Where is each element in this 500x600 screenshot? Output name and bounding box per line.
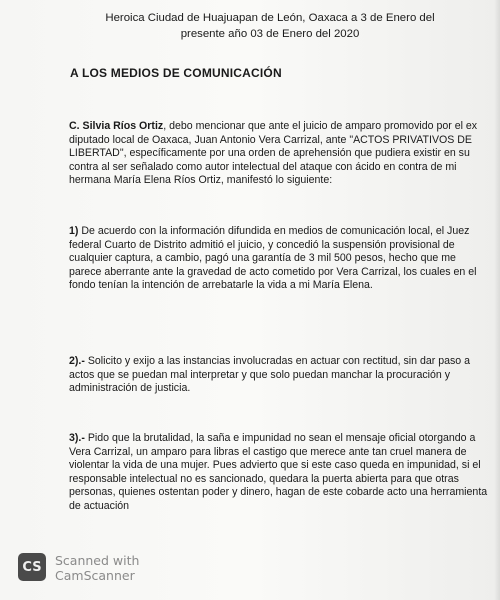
header-line-1: Heroica Ciudad de Huajuapan de León, Oaxaca a 3 de Enero del: [105, 12, 435, 24]
point-1-paragraph: [69, 225, 489, 293]
point-3-paragraph: [69, 432, 489, 514]
intro-text: , debo mencionar que ante el juicio de amparo promovido por el ex diputado local de Oaxaca, Juan Antonio Vera Carrizal, ante "ACTOS PRIVATIVOS DE LIBERTAD", específicamente por una orden de aprehensión que pudiera existir en su contra al ser señalado como autor intelectual del ataque con ácido en contra de mi hermana María Elena Ríos Ortiz, manifestó lo siguiente:: [69, 120, 478, 187]
point-2-number: 2).-: [69, 355, 85, 367]
watermark-line-2: CamScanner: [55, 568, 135, 583]
document-header: [60, 10, 480, 42]
point-3-text: Pido que la brutalidad, la saña e impunidad no sean el mensaje oficial otorgando a Vera Carrizal, un amparo para libras el castigo que merece ante tan cruel manera de violentar la vida de una mujer. Pues advierto que si este caso queda en impunidad, si el responsable intelectual no es sancionado, quedara la puerta abierta para que otras personas, quienes ostentan poder y dinero, hagan de este cobarde acto una herramienta de actuación: [69, 432, 488, 512]
point-1-number: 1): [69, 225, 79, 237]
watermark-line-1: Scanned with: [55, 553, 140, 568]
camscanner-logo-text: CS: [22, 559, 42, 575]
point-2-text: Solicito y exijo a las instancias involucradas en actuar con rectitud, sin dar paso a actos que se puedan mal interpretar y que solo puedan manchar la procuración y administración de justicia.: [69, 355, 471, 395]
section-title: A LOS MEDIOS DE COMUNICACIÓN: [70, 66, 282, 80]
intro-paragraph: [69, 120, 489, 188]
camscanner-logo-icon: [18, 553, 46, 581]
point-3-number: 3).-: [69, 432, 85, 444]
point-1-text: De acuerdo con la información difundida en medios de comunicación local, el Juez federal Cuarto de Distrito admitió el juicio, y concedió la suspensión provisional de cualquier captura, a cambio, pagó una garantía de 3 mil 500 pesos, hecho que me parece aberrante ante la gravedad de acto cometido por Vera Carrizal, los cuales en el fondo tenían la intención de arrebatarle la vida a mi María Elena.: [69, 225, 477, 292]
camscanner-watermark: [55, 553, 139, 583]
header-line-2: presente año 03 de Enero del 2020: [180, 28, 360, 40]
author-name: C. Silvia Ríos Ortiz: [69, 120, 164, 132]
point-2-paragraph: [69, 355, 489, 396]
page-edge-shadow: [494, 0, 500, 600]
